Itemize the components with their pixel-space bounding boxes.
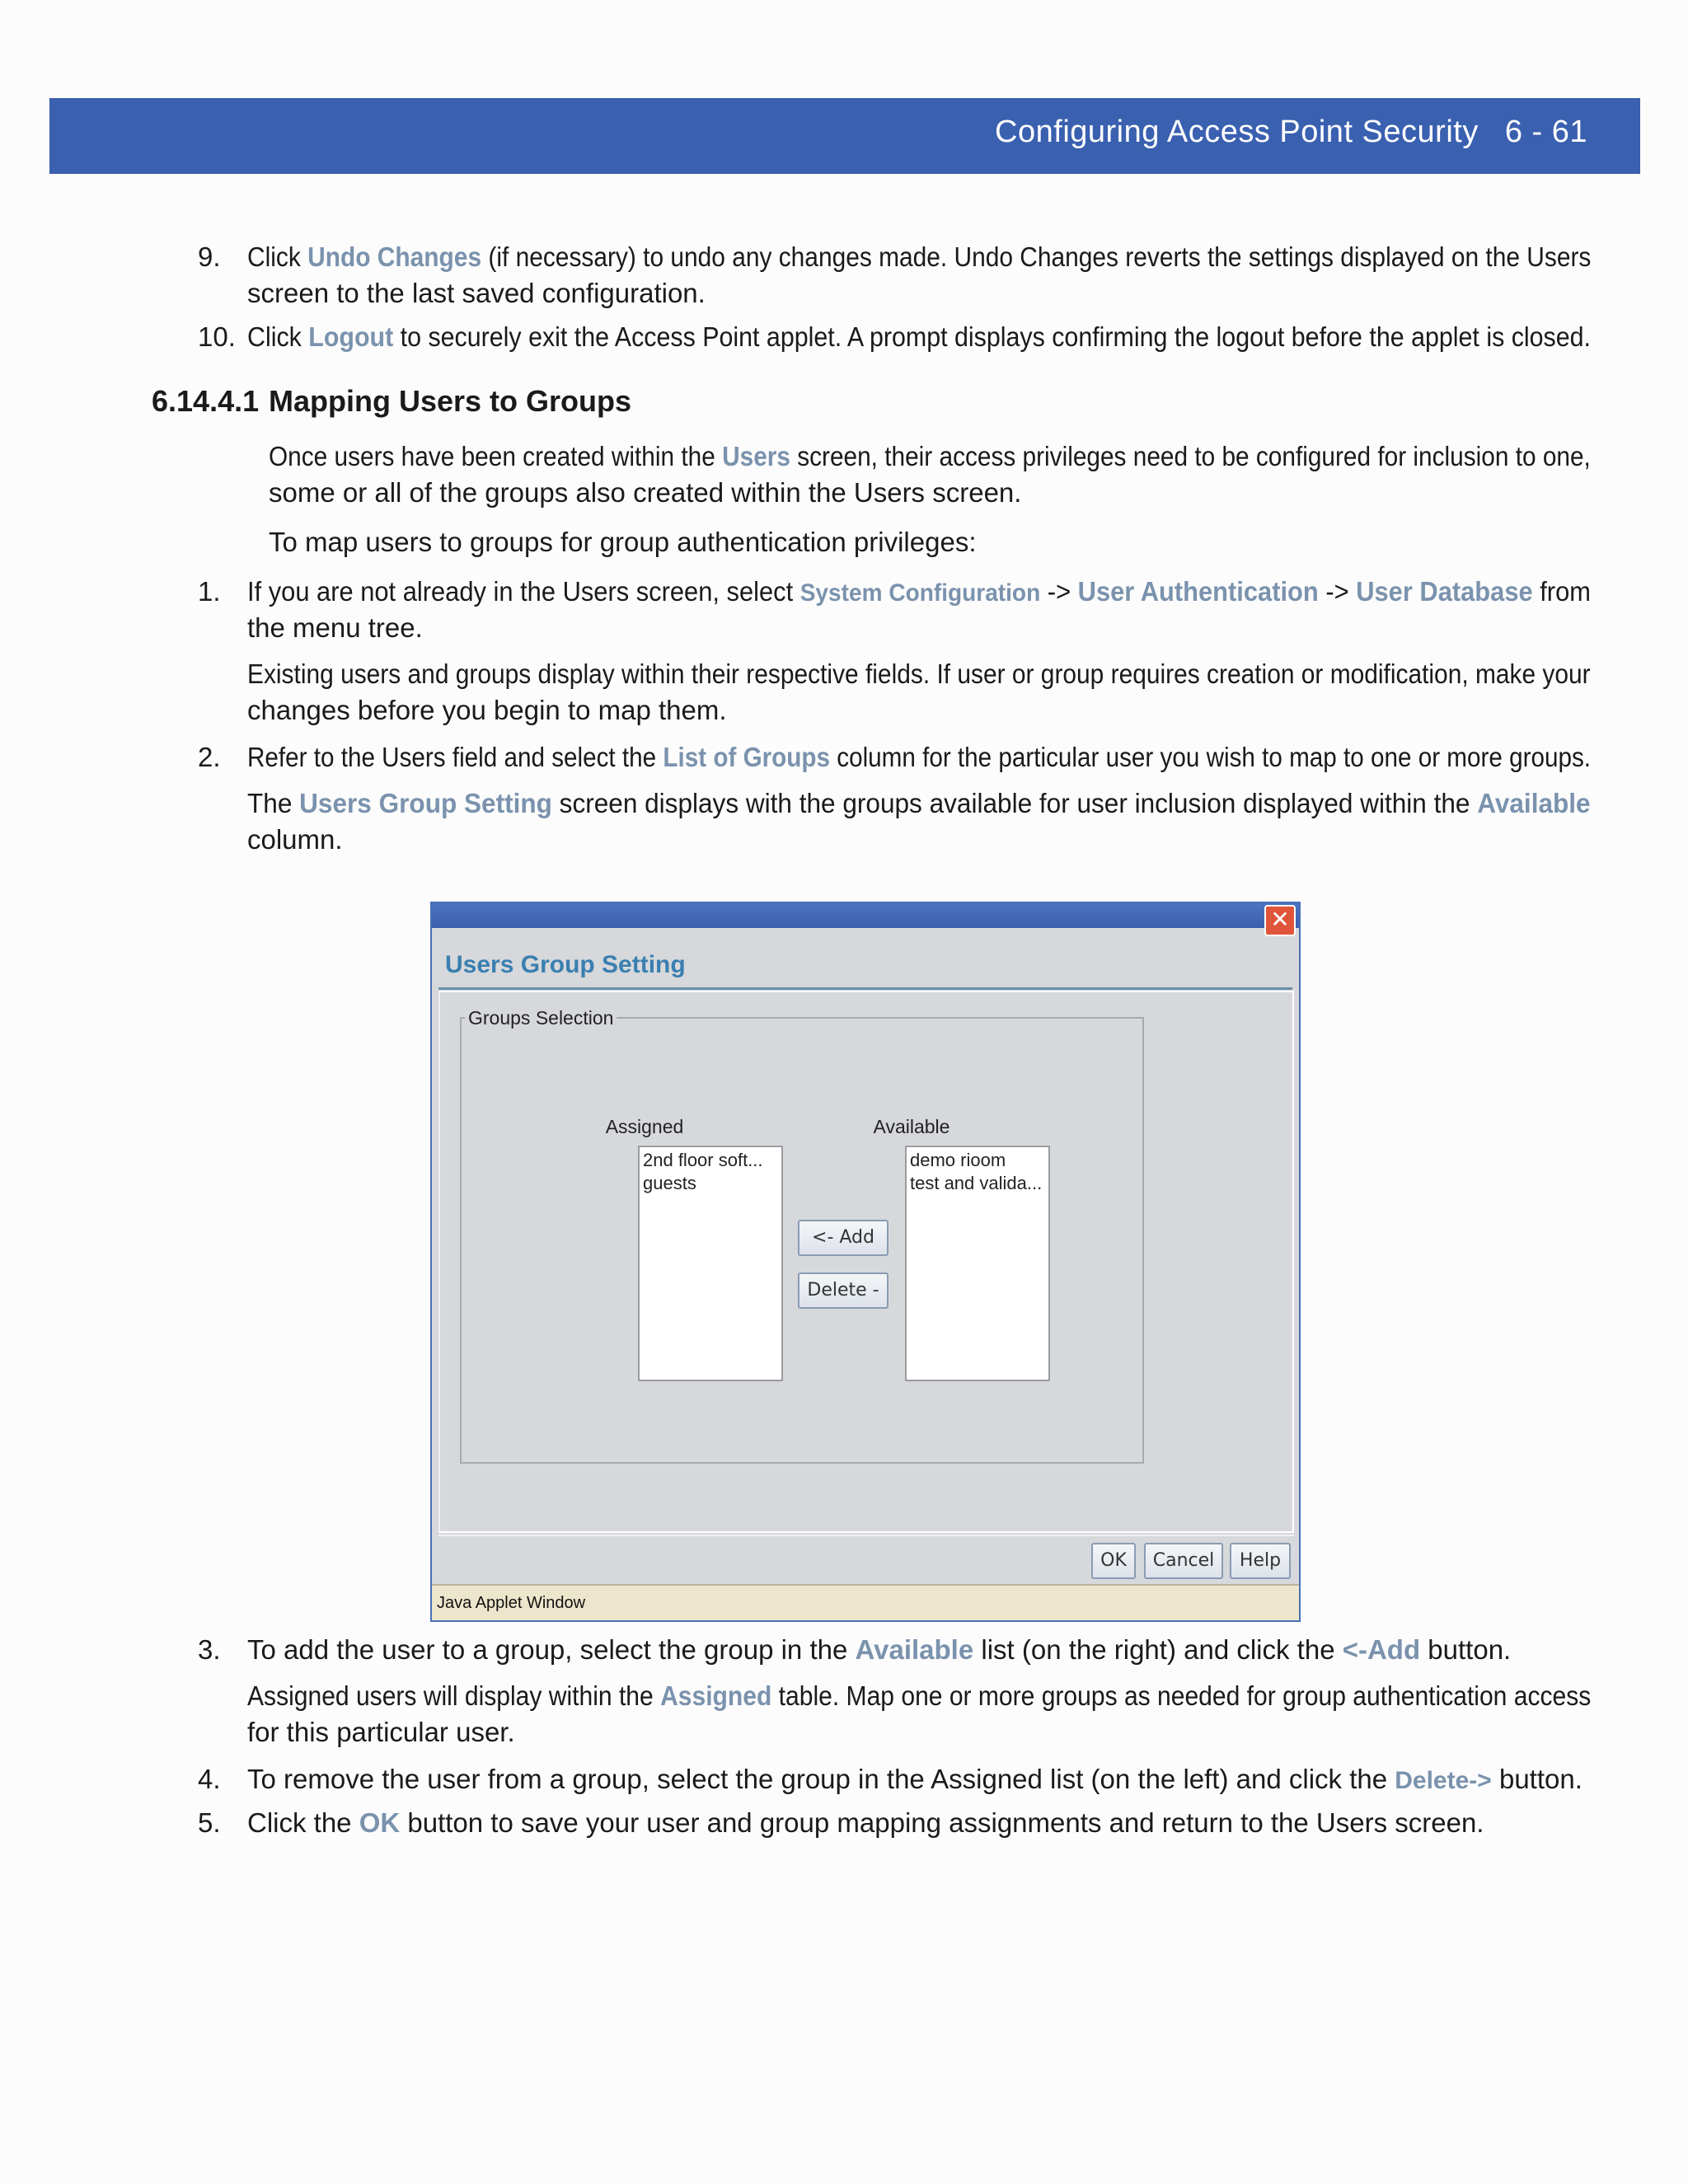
step-2-note-2: column. xyxy=(247,824,343,855)
step-10-text: Click Logout to securely exit the Access Point applet. A prompt displays confirming the logout before the applet is closed. xyxy=(247,321,1592,352)
section-number: 6.14.4.1 xyxy=(152,384,260,418)
step-2-number: 2. xyxy=(198,742,221,772)
user-authentication-link: User Authentication xyxy=(1077,576,1319,607)
heading-divider xyxy=(438,987,1292,990)
help-button[interactable]: Help xyxy=(1230,1543,1291,1579)
step-9-line2: screen to the last saved configuration. xyxy=(247,278,706,308)
dialog-heading: Users Group Setting xyxy=(445,951,686,978)
available-link: Available xyxy=(855,1634,974,1665)
list-item[interactable]: 2nd floor soft... xyxy=(643,1150,763,1170)
header-title: Configuring Access Point Security xyxy=(995,115,1479,149)
step-3-note-1: Assigned users will display within the Assigned table. Map one or more groups as needed for group authentication access xyxy=(247,1680,1592,1711)
logout-link: Logout xyxy=(308,321,394,352)
cancel-button[interactable]: Cancel xyxy=(1144,1543,1223,1579)
page-number: 6 - 61 xyxy=(1504,115,1587,149)
users-link: Users xyxy=(722,441,790,471)
step-3-number: 3. xyxy=(198,1634,221,1665)
users-group-setting-link: Users Group Setting xyxy=(299,788,552,818)
step-10-number: 10. xyxy=(198,321,236,352)
intro-line-3: To map users to groups for group authentication privileges: xyxy=(269,527,977,557)
section-title: Mapping Users to Groups xyxy=(269,384,632,418)
groups-selection-label: Groups Selection xyxy=(465,1007,617,1029)
close-icon[interactable]: ✕ xyxy=(1264,905,1296,936)
system-configuration-link: System Configuration xyxy=(799,579,1041,607)
footer-divider xyxy=(438,1535,1294,1536)
step-1-note-1: Existing users and groups display within their respective fields. If user or group requires creation or modification, make your xyxy=(247,658,1591,689)
intro-line-2: some or all of the groups also created within the Users screen. xyxy=(269,477,1022,508)
delete-button[interactable]: Delete - xyxy=(798,1272,889,1309)
step-4-number: 4. xyxy=(198,1764,221,1794)
add-link: <-Add xyxy=(1342,1634,1421,1665)
step-3-text: To add the user to a group, select the group in the Available list (on the right) and click the <-Add button. xyxy=(247,1634,1512,1665)
available-label: Available xyxy=(873,1116,950,1137)
step-1-number: 1. xyxy=(198,576,221,607)
step-1-text: If you are not already in the Users screen, select System Configuration -> User Authentication -> User Database from xyxy=(247,576,1591,607)
list-of-groups-link: List of Groups xyxy=(663,742,831,772)
list-item[interactable]: demo rioom xyxy=(910,1150,1006,1170)
step-2-note-1: The Users Group Setting screen displays with the groups available for user inclusion displayed within the Available xyxy=(247,788,1591,818)
ok-link: OK xyxy=(359,1807,401,1838)
available-list[interactable] xyxy=(905,1146,1050,1381)
assigned-link: Assigned xyxy=(660,1680,772,1711)
assigned-label: Assigned xyxy=(605,1116,684,1137)
step-2-text: Refer to the Users field and select the List of Groups column for the particular user you wish to map to one or more groups. xyxy=(247,742,1592,772)
step-5-text: Click the OK button to save your user and group mapping assignments and return to the Users screen. xyxy=(247,1807,1484,1838)
add-button[interactable]: <- Add xyxy=(798,1220,889,1256)
step-3-note-2: for this particular user. xyxy=(247,1717,515,1747)
applet-status-bar: Java Applet Window xyxy=(432,1584,1299,1620)
step-5-number: 5. xyxy=(198,1807,221,1838)
page-header xyxy=(49,98,1640,174)
ok-button[interactable]: OK xyxy=(1091,1543,1136,1579)
assigned-list[interactable] xyxy=(638,1146,783,1381)
undo-changes-link: Undo Changes xyxy=(307,241,482,272)
intro-line-1: Once users have been created within the Users screen, their access privileges need to be configured for inclusion to one, xyxy=(269,441,1591,471)
dialog-titlebar xyxy=(432,903,1299,928)
step-1-line2: the menu tree. xyxy=(247,612,423,643)
step-9-number: 9. xyxy=(198,241,221,272)
delete-link: Delete-> xyxy=(1395,1767,1492,1794)
list-item[interactable]: guests xyxy=(643,1173,696,1193)
step-1-note-2: changes before you begin to map them. xyxy=(247,695,727,725)
step-4-text: To remove the user from a group, select the group in the Assigned list (on the left) and click the Delete-> button. xyxy=(247,1764,1582,1794)
available-link: Available xyxy=(1477,788,1591,818)
list-item[interactable]: test and valida... xyxy=(910,1173,1043,1193)
step-9-text: Click Undo Changes (if necessary) to undo any changes made. Undo Changes reverts the settings displayed on the Users xyxy=(247,241,1592,272)
users-group-setting-dialog xyxy=(430,902,1301,1622)
user-database-link: User Database xyxy=(1356,576,1533,607)
